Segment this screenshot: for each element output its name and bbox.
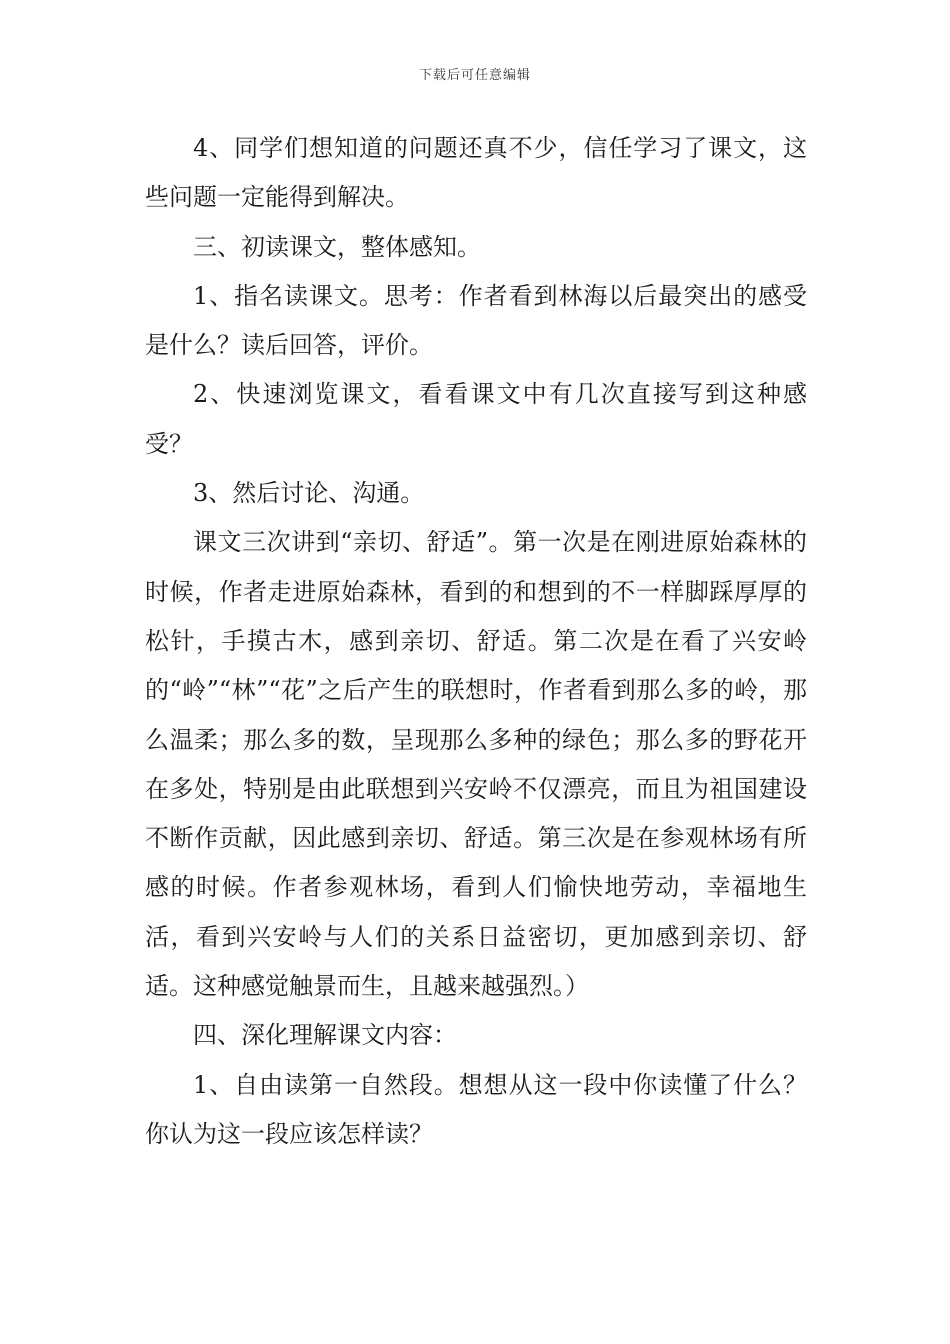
paragraph-step-2: 2、快速浏览课文，看看课文中有几次直接写到这种感受？ — [145, 380, 807, 458]
page-header: 下载后可任意编辑 — [418, 68, 531, 83]
paragraph-answer: 课文三次讲到“亲切、舒适”。第一次是在刚进原始森林的时候，作者走进原始森林，看到的和想到的不一样脚踩厚厚的松针，手摸古木，感到亲切、舒适。第二次是在看了兴安岭的“岭”“林”“花”之后产生的联想时，作者看到那么多的岭，那么温柔；那么多的数，呈现那么多种的绿色；那么多的野花开在多处，特别是由此联想到兴安岭不仅漂亮，而且为祖国建设不断作贡献，因此感到亲切、舒适。第三次是在参观林场有所感的时候。作者参观林场，看到人们愉快地劳动，幸福地生活，看到兴安岭与人们的关系日益密切，更加感到亲切、舒适。这种感觉触景而生，且越来越强烈。） — [145, 528, 807, 1001]
paragraph-step-3: 3、然后讨论、沟通。 — [193, 479, 425, 508]
document-body — [145, 124, 807, 1159]
paragraph-questions-resolved: 4、同学们想知道的问题还真不少，信任学习了课文，这些问题一定能得到解决。 — [145, 134, 807, 212]
section-heading-deep-understanding: 四、深化理解课文内容： — [193, 1021, 457, 1050]
section-heading-first-reading: 三、初读课文，整体感知。 — [193, 232, 481, 261]
paragraph-deep-step-1: 1、自由读第一自然段。想想从这一段中你读懂了什么？你认为这一段应该怎样读？ — [145, 1070, 807, 1148]
paragraph-step-1: 1、指名读课文。思考：作者看到林海以后最突出的感受是什么？读后回答，评价。 — [145, 281, 807, 360]
